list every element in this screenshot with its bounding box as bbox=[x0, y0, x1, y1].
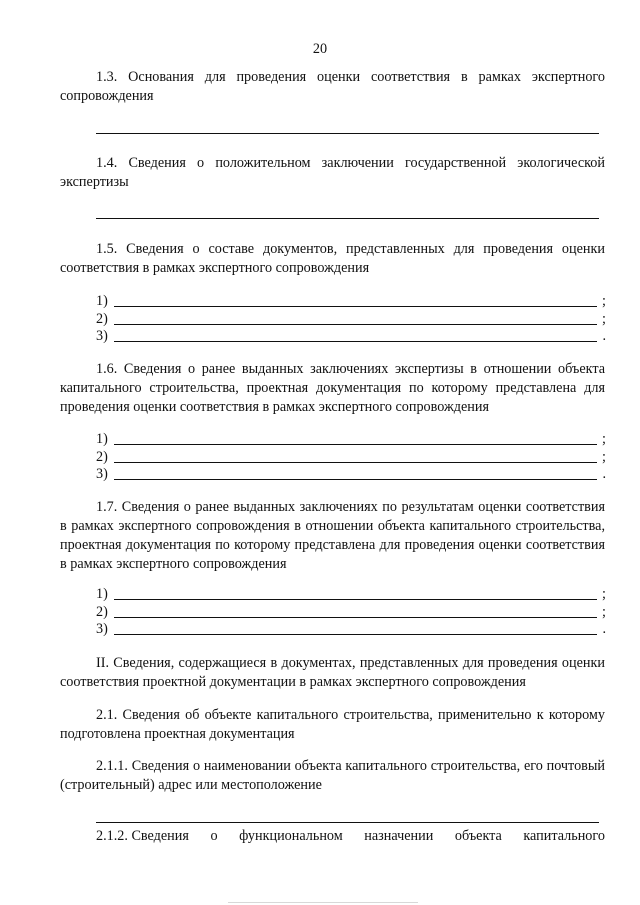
section-1-6-text: 1.6. Сведения о ранее выданных заключениях экспертизы в отношении объекта капитального строительства, проектная документация по которому представлена для проведения оценки соответствия в рамках экспертного сопровождения bbox=[60, 361, 605, 415]
page-edge bbox=[228, 902, 418, 903]
fill-line bbox=[114, 341, 597, 342]
section-2-text: II. Сведения, содержащиеся в документах, представленных для проведения оценки соответствия проектной документации в рамках экспертного сопровождения bbox=[60, 655, 605, 690]
list-ending: . bbox=[602, 621, 606, 637]
word: функциональном bbox=[239, 828, 343, 844]
fill-line bbox=[114, 462, 597, 463]
section-2-1-2 bbox=[96, 827, 605, 846]
list-ending: ; bbox=[602, 604, 606, 620]
list-number: 1) bbox=[96, 431, 108, 447]
list-number: 3) bbox=[96, 328, 108, 344]
section-2-1-text: 2.1. Сведения об объекте капитального строительства, применительно к которому подготовлена проектная документация bbox=[60, 707, 605, 742]
fill-line bbox=[114, 617, 597, 618]
section-1-5 bbox=[60, 240, 605, 278]
section-1-5-item-1 bbox=[96, 292, 606, 311]
section-1-7 bbox=[60, 498, 605, 574]
list-ending: ; bbox=[602, 311, 606, 327]
list-number: 3) bbox=[96, 466, 108, 482]
section-1-6-item-1 bbox=[96, 430, 606, 449]
list-ending: . bbox=[602, 466, 606, 482]
word: 2.1.2. Сведения bbox=[96, 828, 189, 844]
page-number: 20 bbox=[312, 41, 328, 57]
section-1-6-item-3 bbox=[96, 465, 606, 484]
section-2-1 bbox=[60, 706, 605, 744]
list-ending: . bbox=[602, 328, 606, 344]
list-ending: ; bbox=[602, 431, 606, 447]
fill-line bbox=[114, 599, 597, 600]
list-ending: ; bbox=[602, 293, 606, 309]
word: объекта bbox=[454, 828, 502, 844]
list-number: 2) bbox=[96, 604, 108, 620]
list-number: 2) bbox=[96, 311, 108, 327]
list-number: 2) bbox=[96, 449, 108, 465]
list-ending: ; bbox=[602, 449, 606, 465]
fill-line bbox=[114, 444, 597, 445]
section-1-4-text: 1.4. Сведения о положительном заключении государственной экологической экспертизы bbox=[60, 155, 605, 190]
fill-line bbox=[114, 324, 597, 325]
list-number: 1) bbox=[96, 293, 108, 309]
section-2-1-1-fill-line bbox=[96, 822, 599, 823]
fill-line bbox=[114, 479, 597, 480]
section-1-3 bbox=[60, 68, 605, 106]
section-1-7-item-3 bbox=[96, 620, 606, 639]
word: о bbox=[210, 828, 218, 844]
section-1-4 bbox=[60, 154, 605, 192]
list-number: 1) bbox=[96, 586, 108, 602]
section-1-3-text: 1.3. Основания для проведения оценки соответствия в рамках экспертного сопровождения bbox=[60, 69, 605, 104]
section-2-1-1-text: 2.1.1. Сведения о наименовании объекта капитального строительства, его почтовый (строительный) адрес или местоположение bbox=[60, 758, 605, 793]
section-2-1-1 bbox=[60, 757, 605, 795]
section-1-5-text: 1.5. Сведения о составе документов, представленных для проведения оценки соответствия в рамках экспертного сопровождения bbox=[60, 241, 605, 276]
section-2-heading bbox=[60, 654, 605, 692]
section-1-4-fill-line bbox=[96, 218, 599, 219]
section-1-6 bbox=[60, 360, 605, 417]
section-1-7-text: 1.7. Сведения о ранее выданных заключениях по результатам оценки соответствия в рамках экспертного сопровождения в отношении объекта капитального строительства, проектная документация по которому представлена для проведения оценки соответствия в рамках экспертного сопровождения bbox=[60, 499, 605, 572]
word: назначении bbox=[364, 828, 434, 844]
list-number: 3) bbox=[96, 621, 108, 637]
section-1-7-item-1 bbox=[96, 585, 606, 604]
fill-line bbox=[114, 634, 597, 635]
fill-line bbox=[114, 306, 597, 307]
list-ending: ; bbox=[602, 586, 606, 602]
word: капитального bbox=[523, 828, 605, 844]
section-1-3-fill-line bbox=[96, 133, 599, 134]
section-1-5-item-3 bbox=[96, 327, 606, 346]
